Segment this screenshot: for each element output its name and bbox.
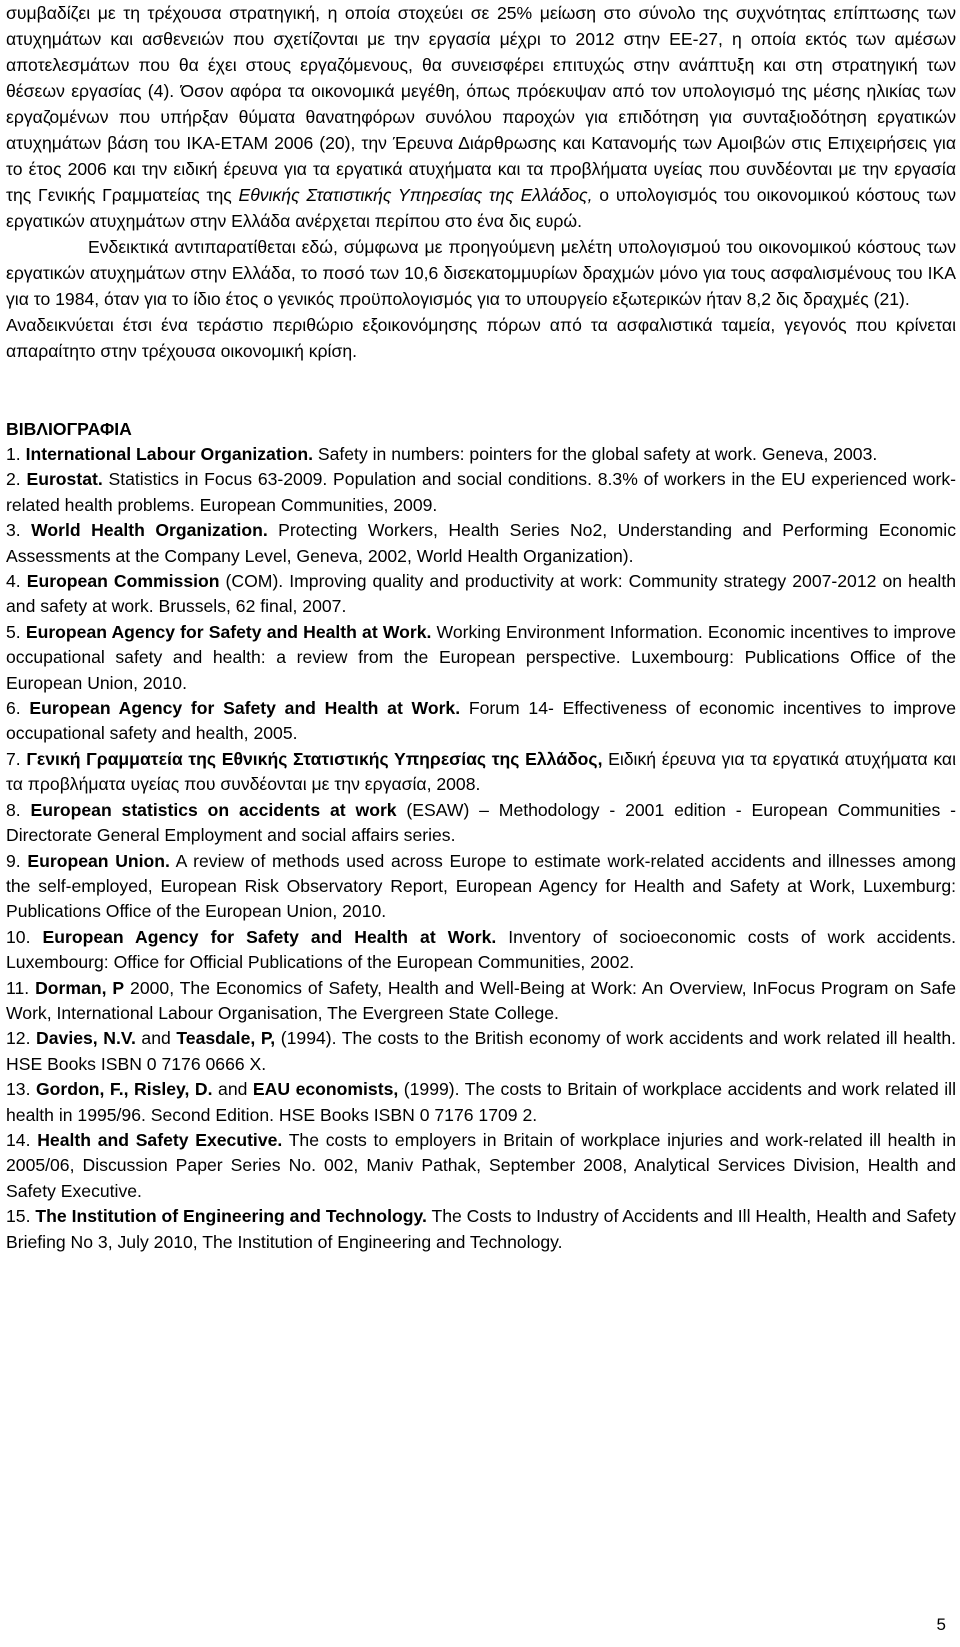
reference-item: [6, 747, 956, 798]
reference-number: 12.: [6, 1028, 31, 1049]
reference-text: (1999). The costs to Britain of workplace accidents and work related ill health in 1995/96. Second Edition. HSE Books ISBN 0 7176 1709 2.: [6, 1079, 956, 1125]
reference-item: [6, 1026, 956, 1077]
section-spacer: [6, 364, 956, 416]
reference-author: EAU economists,: [252, 1079, 399, 1100]
reference-author: Davies, N.V.: [36, 1028, 136, 1049]
reference-item: [6, 798, 956, 849]
reference-author: European Commission: [26, 571, 220, 592]
reference-text: Working Environment Information. Economic incentives to improve occupational safety and health: a review from the European perspective. Luxembourg: Publications Office of the European Union, 2010.: [6, 621, 957, 693]
reference-author: International Labour Organization.: [25, 444, 313, 464]
reference-number: 8.: [6, 799, 21, 820]
reference-number: 14.: [6, 1129, 31, 1150]
reference-item: [6, 1077, 956, 1128]
reference-item: [6, 976, 956, 1027]
reference-author: Dorman, P: [35, 977, 125, 998]
reference-connector: and: [135, 1028, 177, 1049]
reference-text: Forum 14- Effectiveness of economic incentives to improve occupational safety and health, 2005.: [6, 698, 957, 744]
reference-number: 1.: [6, 444, 21, 464]
document-page: [6, 0, 956, 1255]
reference-connector: and: [212, 1079, 253, 1100]
reference-number: 4.: [6, 571, 21, 592]
page-number: 5: [936, 1615, 946, 1634]
reference-item: [6, 1204, 956, 1255]
reference-item: [6, 849, 956, 925]
paragraph-italic-text: Εθνικής Στατιστικής Υπηρεσίας της Ελλάδος,: [238, 185, 593, 205]
reference-number: 5.: [6, 621, 21, 642]
reference-list: [6, 442, 956, 1255]
reference-item: [6, 442, 956, 467]
reference-text: (COM). Improving quality and productivity at work: Community strategy 2007-2012 on health and safety at work. Brussels, 62 final, 2007.: [6, 571, 956, 617]
reference-item: [6, 518, 956, 569]
reference-author: Teasdale, P,: [176, 1028, 276, 1049]
reference-author: The Institution of Engineering and Technology.: [35, 1206, 427, 1227]
reference-author: European Agency for Safety and Health at Work.: [25, 621, 432, 642]
reference-author: European Agency for Safety and Health at Work.: [42, 926, 497, 947]
reference-number: 2.: [6, 469, 21, 490]
body-paragraph-3: Αναδεικνύεται έτσι ένα τεράστιο περιθώριο εξοικονόμησης πόρων από τα ασφαλιστικά ταμεία, γεγονός που κρίνεται απαραίτητο στην τρέχουσα οικονομική κρίση.: [6, 315, 956, 361]
reference-number: 7.: [6, 748, 21, 769]
reference-item: [6, 925, 956, 976]
reference-text: The costs to employers in Britain of workplace injuries and work-related ill health in 2005/06, Discussion Paper Series No. 002, Maniv Pathak, September 2008, Analytical Services Division, Health and Safety Executive.: [6, 1129, 957, 1201]
reference-text: (ESAW) – Methodology - 2001 edition - European Communities - Directorate General Employment and social affairs series.: [6, 799, 956, 846]
reference-author: Gordon, F., Risley, D.: [35, 1079, 213, 1100]
reference-text: (1994). The costs to the British economy of work accidents and work related ill health. HSE Books ISBN 0 7176 0666 X.: [6, 1028, 956, 1074]
reference-item: [6, 467, 956, 518]
paragraph-text: συμβαδίζει με τη τρέχουσα στρατηγική, η οποία στοχεύει σε 25% μείωση στο σύνολο της συχνότητας επίπτωσης των ατυχημάτων και ασθενειών που σχετίζονται με την εργασία μέχρι το 2012 στην ΕΕ-27, η οποία εκτός των αμέσων αποτελεσμάτων που θα έχει στους εργαζόμενους, θα συνεισφέρει επιτυχώς στην ανάπτυξη και στη στρατηγική των θέσεων εργασίας (4). Όσον αφόρα τα οικονομικά μεγέθη, όπως πρόεκυψαν από τον υπολογισμό της μέσης ηλικίας των εργαζομένων που υπήρξαν θύματα θανατηφόρων συνόλου παροχών για επιδότηση για συνταξιοδότηση εργατικών ατυχημάτων βάση του ΙΚΑ-ΕΤΑΜ 2006 (20), την Έρευνα Διάρθρωσης και Κατανομής των Αμοιβών στις Επιχειρήσεις για το έτος 2006 και την ειδική έρευνα για τα εργατικά ατυχήματα και τα προβλήματα υγείας που συνδέονται με την εργασία της Γενικής Γραμματείας της: [6, 3, 956, 205]
reference-number: 9.: [6, 850, 21, 871]
reference-author: Γενική Γραμματεία της Εθνικής Στατιστικής Υπηρεσίας της Ελλάδος,: [26, 748, 603, 769]
reference-text: Inventory of socioeconomic costs of work accidents. Luxembourg: Office for Official Publications of the European Communities, 2002.: [6, 926, 956, 973]
reference-number: 11.: [6, 977, 30, 998]
reference-item: [6, 696, 956, 747]
reference-text: 2000, The Economics of Safety, Health and Well-Being at Work: An Overview, InFocus Program on Safe Work, International Labour Organisation, The Evergreen State College.: [6, 977, 956, 1023]
reference-number: 10.: [6, 926, 31, 947]
reference-author: Eurostat.: [26, 469, 103, 490]
reference-text: Safety in numbers: pointers for the global safety at work. Geneva, 2003.: [312, 444, 878, 464]
reference-author: European Union.: [27, 850, 170, 871]
reference-item: [6, 569, 956, 620]
reference-author: Health and Safety Executive.: [37, 1129, 283, 1150]
body-paragraph-1: [6, 0, 956, 234]
body-paragraph-2: Ενδεικτικά αντιπαρατίθεται εδώ, σύμφωνα με προηγούμενη μελέτη υπολογισμού του οικονομικού κόστους των εργατικών ατυχημάτων στην Ελλάδα, το ποσό των 10,6 δισεκατομμυρίων δραχμών μόνο για τους ασφαλισμένους του ΙΚΑ για το 1984, όταν για το ίδιο έτος ο γενικός προϋπολογισμός για το υπουργείο εξωτερικών ήταν 8,2 δις δραχμές (21).: [6, 237, 956, 309]
reference-text: Ειδική έρευνα για τα εργατικά ατυχήματα και τα προβλήματα υγείας που συνδέονται με την εργασία, 2008.: [6, 748, 957, 795]
reference-author: European Agency for Safety and Health at Work.: [29, 698, 461, 719]
reference-text: Protecting Workers, Health Series No2, Understanding and Performing Economic Assessments at the Company Level, Geneva, 2002, World Health Organization).: [6, 520, 956, 566]
reference-number: 3.: [6, 520, 21, 541]
reference-number: 6.: [6, 698, 21, 719]
reference-author: European statistics on accidents at work: [30, 799, 397, 820]
reference-text: The Costs to Industry of Accidents and Ill Health, Health and Safety Briefing No 3, July 2010, The Institution of Engineering and Technology.: [6, 1206, 956, 1252]
reference-text: A review of methods used across Europe to estimate work-related accidents and illnesses among the self-employed, European Risk Observatory Report, European Agency for Health and Safety at Work, Luxemburg: Publications Office of the European Union, 2010.: [6, 850, 957, 922]
reference-item: [6, 1128, 956, 1204]
bibliography-heading: ΒΙΒΛΙΟΓΡΑΦΙΑ: [6, 419, 132, 439]
reference-author: World Health Organization.: [31, 520, 268, 541]
reference-number: 15.: [6, 1206, 31, 1227]
reference-item: [6, 620, 956, 696]
paragraph-text: ο υπολογισμός του οικονομικού κόστους των εργατικών ατυχημάτων στην Ελλάδα ανέρχεται περίπου στο ένα δις ευρώ.: [6, 185, 957, 231]
reference-number: 13.: [6, 1079, 31, 1100]
reference-text: Statistics in Focus 63-2009. Population and social conditions. 8.3% of workers in the EU experienced work-related health problems. European Communities, 2009.: [6, 469, 956, 515]
